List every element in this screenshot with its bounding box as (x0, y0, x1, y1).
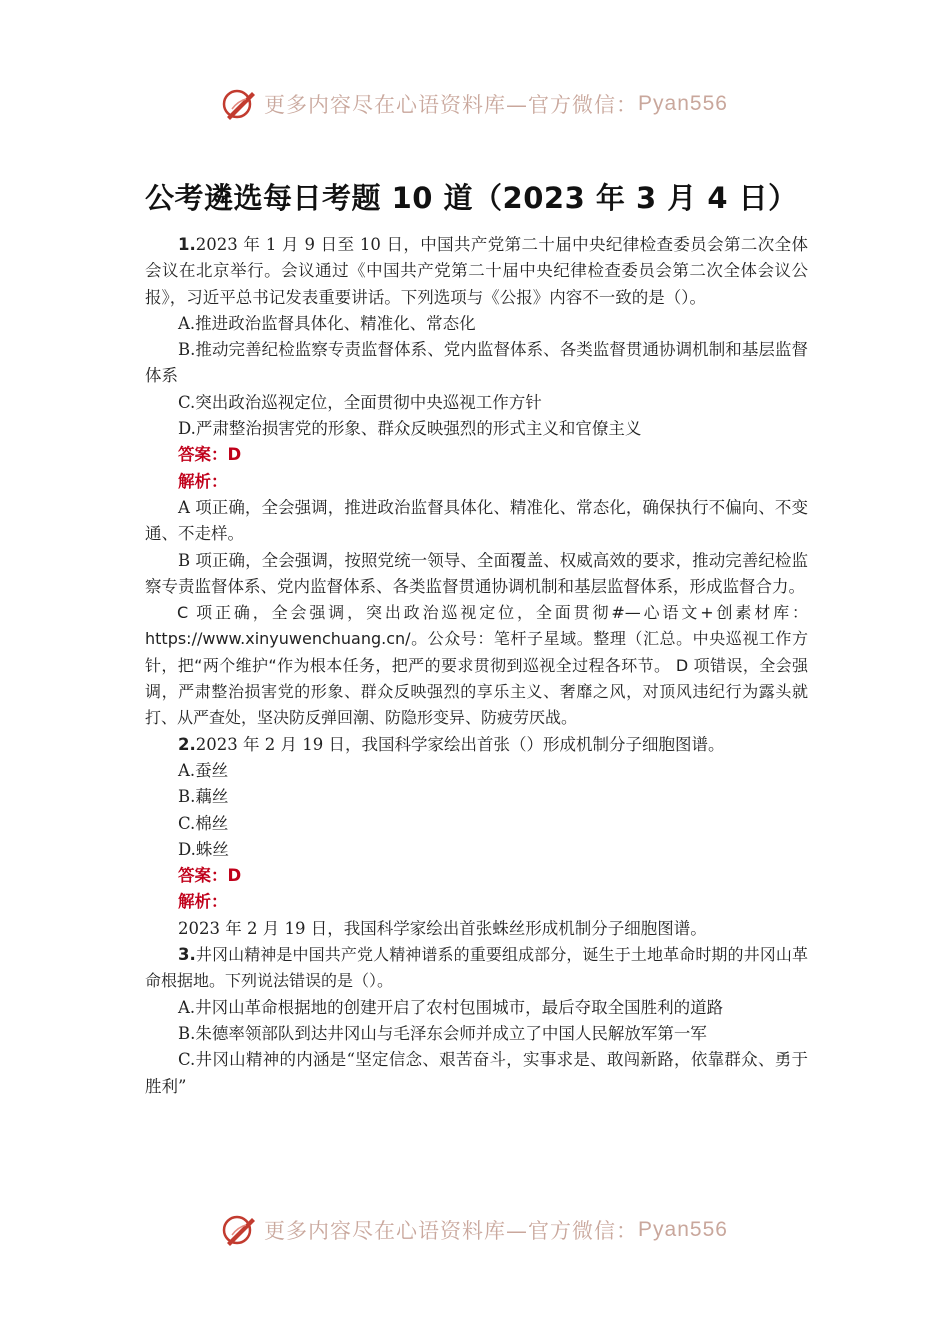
option: C.井冈山精神的内涵是“坚定信念、艰苦奋斗，实事求是、敢闯新路，依靠群众、勇于胜利” (145, 1050, 808, 1096)
explanation-text: B 项正确，全会强调，按照党统一领导、全面覆盖、权威高效的要求，推动完善纪检监察专责监督体系、党内监督体系、各类监督贯通协调机制和基层监督体系，形成监督合力。 (145, 550, 808, 596)
question-stem (145, 942, 808, 995)
explanation-label: 解析： (178, 471, 228, 491)
banner-text: 更多内容尽在心语资料库—官方微信： (264, 1219, 639, 1243)
question-number: 2. (178, 734, 196, 754)
option: D.蛛丝 (178, 839, 229, 859)
question-text: 2023 年 2 月 19 日，我国科学家绘出首张（）形成机制分子细胞图谱。 (195, 734, 725, 754)
option: B.推动完善纪检监察专责监督体系、党内监督体系、各类监督贯通协调机制和基层监督体系 (145, 340, 808, 386)
question-stem (145, 732, 808, 758)
option: A.蚕丝 (178, 760, 229, 780)
question-text: 井冈山精神是中国共产党人精神谱系的重要组成部分，诞生于土地革命时期的井冈山革命根据地。下列说法错误的是（）。 (145, 945, 808, 991)
question-text: 2023 年 1 月 9 日至 10 日，中国共产党第二十届中央纪律检查委员会第二次全体会议在北京举行。会议通过《中国共产党第二十届中央纪律检查委员会第二次全体会议公报》，习近平总书记发表重要讲话。下列选项与《公报》内容不一致的是（）。 (145, 235, 808, 307)
option: A.井冈山革命根据地的创建开启了农村包围城市，最后夺取全国胜利的道路 (178, 997, 724, 1017)
page-title: 公考遴选每日考题 10 道（2023 年 3 月 4 日） (145, 181, 798, 215)
question-stem (145, 232, 808, 311)
question-number: 3. (178, 945, 196, 965)
answer: 答案：D (178, 445, 242, 465)
explanation-text: A 项正确，全会强调，推进政治监督具体化、精准化、常态化，确保执行不偏向、不变通、不走样。 (145, 497, 808, 544)
option: C.突出政治巡视定位，全面贯彻中央巡视工作方针 (178, 392, 542, 412)
option: A.推进政治监督具体化、精准化、常态化 (178, 313, 476, 333)
banner-wechat-id: Pyan556 (638, 1218, 728, 1241)
banner-wechat-id: Pyan556 (638, 92, 728, 115)
pen-logo-icon (222, 1213, 258, 1247)
footer-banner (0, 1210, 950, 1250)
document-body (145, 232, 808, 1100)
header-banner (0, 84, 950, 124)
option: B.朱德率领部队到达井冈山与毛泽东会师并成立了中国人民解放军第一军 (178, 1023, 707, 1043)
explanation-text: 2023 年 2 月 19 日，我国科学家绘出首张蛛丝形成机制分子细胞图谱。 (178, 918, 707, 938)
question-number: 1. (178, 235, 196, 254)
option: C.棉丝 (178, 813, 229, 833)
explanation-label: 解析： (178, 892, 228, 912)
answer: 答案：D (178, 866, 242, 886)
option: D.严肃整治损害党的形象、群众反映强烈的形式主义和官僚主义 (178, 419, 642, 439)
banner-text: 更多内容尽在心语资料库—官方微信： (264, 93, 639, 117)
explanation-text: C 项正确，全会强调，突出政治巡视定位，全面贯彻#—心语文+创素材库：https://www.xinyuwenchuang.cn/。公众号：笔杆子星域。整理（汇总。中央巡视工作方针，把“两个维护“作为根本任务，把严的要求贯彻到巡视全过程各环节。 D 项错误，全会强调，严肃整治损害党的形象、群众反映强烈的享乐主义、奢靡之风，对顶风违纪行为露头就打、从严查处，坚决防反弹回潮、防隐形变异、防疲劳厌战。 (145, 603, 808, 728)
pen-logo-icon (222, 87, 258, 121)
option: B.藕丝 (178, 787, 229, 807)
